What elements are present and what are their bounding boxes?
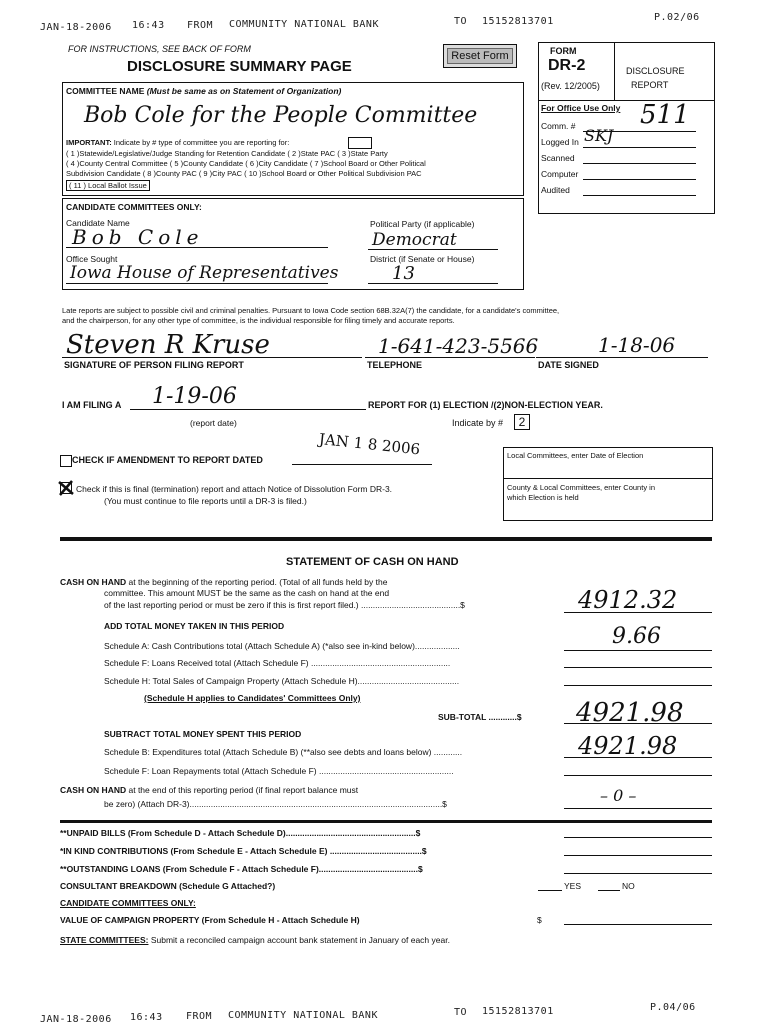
committee-type-2: ( 4 )County Central Committee ( 5 )County Candidate ( 6 )City Candidate ( 7 )School Board or Other Political	[66, 159, 426, 168]
cash-begin-text-1: at the beginning of the reporting period. (Total of all funds held by the	[128, 577, 388, 587]
form-label: FORM	[550, 46, 577, 56]
fax-footer-date: JAN-18-2006	[40, 1014, 112, 1025]
office-use-label: For Office Use Only	[541, 103, 621, 113]
cash-begin-text-2: committee. This amount MUST be the same as the cash on hand at the end	[104, 588, 390, 598]
local-county-label-1: County & Local Committees, enter County in	[507, 483, 655, 492]
schedule-b-row: Schedule B: Expenditures total (Attach Schedule B) (**also see debts and loans below) ............	[104, 747, 463, 757]
cash-end-line-1	[60, 785, 358, 795]
indicate-box[interactable]: 2	[514, 414, 530, 430]
scanned-label: Scanned	[541, 153, 575, 163]
fax-to-label: TO	[454, 16, 468, 27]
late-notice-1: Late reports are subject to possible civil and criminal penalties. Pursuant to Iowa Code section 68B.32A(7) the candidate, for a candidate's committee,	[62, 306, 560, 315]
filing-prefix: I AM FILING A	[62, 400, 122, 410]
fax-to: 15152813701	[482, 16, 554, 27]
computer-label: Computer	[541, 169, 579, 179]
local-election-date-label: Local Committees, enter Date of Election	[507, 451, 644, 460]
telephone-label: TELEPHONE	[367, 360, 423, 370]
party-label: Political Party (if applicable)	[370, 219, 475, 229]
fax-footer-time: 16:43	[130, 1012, 163, 1023]
final-report-note: (You must continue to file reports until a DR-3 is filed.)	[104, 496, 307, 506]
cash-begin-value[interactable]: 4912.32	[578, 586, 678, 614]
fax-date: JAN-18-2006	[40, 22, 112, 33]
received-stamp: JAN 1 8 2006	[318, 430, 421, 459]
amendment-checkbox[interactable]	[60, 455, 72, 467]
subtract-total-label: SUBTRACT TOTAL MONEY SPENT THIS PERIOD	[104, 729, 302, 739]
fax-page: P.02/06	[654, 12, 700, 23]
consultant-yes[interactable]: YES	[564, 881, 582, 891]
cash-begin-text-3: of the last reporting period or must be zero if this is first report filed.) ..........................................$	[104, 600, 465, 610]
checkmark-icon	[58, 480, 74, 496]
schedule-f-repayments-row: Schedule F: Loan Repayments total (Attach Schedule F) .........................................................	[104, 766, 454, 776]
fax-from: COMMUNITY NATIONAL BANK	[229, 19, 379, 30]
form-number: DR-2	[548, 57, 586, 74]
schedule-a-value[interactable]: 9.66	[612, 624, 661, 649]
indicate-label: Indicate by #	[452, 418, 504, 428]
committee-name-value[interactable]: Bob Cole for the People Committee	[84, 103, 478, 128]
office-sought-value[interactable]: Iowa House of Representatives	[70, 263, 339, 283]
cash-begin-line-1	[60, 577, 387, 587]
report-date-label: (report date)	[190, 418, 237, 428]
important-row	[66, 138, 289, 147]
amendment-label: CHECK IF AMENDMENT TO REPORT DATED	[72, 455, 263, 465]
final-report-checkbox[interactable]	[60, 482, 72, 494]
committee-type-box[interactable]	[348, 137, 372, 149]
signature-label: SIGNATURE OF PERSON FILING REPORT	[64, 360, 244, 370]
signature-value[interactable]: Steven R Kruse	[66, 330, 270, 360]
unpaid-bills-row: **UNPAID BILLS (From Schedule D - Attach Schedule D).......................................................$	[60, 828, 421, 838]
fax-footer-page: P.04/06	[650, 1002, 696, 1013]
fax-footer-from-label: FROM	[186, 1011, 213, 1022]
fax-time: 16:43	[132, 20, 165, 31]
logged-label: Logged In	[541, 137, 579, 147]
cash-end-label: CASH ON HAND	[60, 785, 127, 795]
report-for-label: REPORT FOR (1) ELECTION /(2)NON-ELECTION YEAR.	[368, 400, 603, 410]
campaign-property-dollar: $	[537, 915, 542, 925]
candidate-name-label: Candidate Name	[66, 218, 130, 228]
late-notice-2: and the chairperson, for any other type of committee, is the individual responsible for filing timely and accurate reports.	[62, 316, 455, 325]
committee-name-label-row	[66, 86, 341, 96]
schedule-f-loans-row: Schedule F: Loans Received total (Attach Schedule F) ...........................................................	[104, 658, 451, 668]
campaign-property-row: VALUE OF CAMPAIGN PROPERTY (From Schedule H - Attach Schedule H)	[60, 915, 360, 925]
state-committees-row	[60, 935, 450, 945]
committee-name-label: COMMITTEE NAME	[66, 86, 145, 96]
section-divider	[60, 537, 712, 541]
schedule-h-row: Schedule H: Total Sales of Campaign Property (Attach Schedule H)...........................................	[104, 676, 460, 686]
committee-name-note: (Must be same as on Statement of Organization)	[146, 86, 342, 96]
state-committees-text: Submit a reconciled campaign account bank statement in January of each year.	[150, 935, 450, 945]
form-revision: (Rev. 12/2005)	[541, 81, 600, 91]
report-label: REPORT	[631, 80, 669, 90]
reset-form-button[interactable]: Reset Form	[447, 48, 513, 64]
important-text: Indicate by # type of committee you are reporting for:	[113, 138, 290, 147]
schedule-h-note: (Schedule H applies to Candidates' Committees Only)	[144, 693, 361, 703]
party-value[interactable]: Democrat	[372, 230, 457, 250]
office-use-number: 511	[640, 100, 690, 130]
consultant-row: CONSULTANT BREAKDOWN (Schedule G Attached?)	[60, 881, 276, 891]
outstanding-loans-row: **OUTSTANDING LOANS (From Schedule F - Attach Schedule F)..........................................$	[60, 864, 423, 874]
final-report-label: Check if this is final (termination) report and attach Notice of Dissolution Form DR-3.	[76, 484, 393, 494]
committee-type-3: Subdivision Candidate ( 8 )County PAC ( 9 )City PAC ( 10 )School Board or Other Political Subdivision PAC	[66, 169, 422, 178]
cash-end-value[interactable]: – 0 –	[600, 786, 637, 805]
logged-initials: SKJ	[584, 126, 614, 145]
fax-footer-from: COMMUNITY NATIONAL BANK	[228, 1010, 378, 1021]
cash-end-text-1: at the end of this reporting period (if final report balance must	[128, 785, 359, 795]
page-title: DISCLOSURE SUMMARY PAGE	[127, 58, 352, 75]
schedule-b-value[interactable]: 4921.98	[578, 732, 678, 760]
schedule-a-row: Schedule A: Cash Contributions total (Attach Schedule A) (*also see in-kind below)...................	[104, 641, 460, 651]
candidate-section-label: CANDIDATE COMMITTEES ONLY:	[66, 202, 202, 212]
date-signed-label: DATE SIGNED	[538, 360, 599, 370]
cash-end-text-2: be zero) (Attach DR-3)...........................................................................................................$	[104, 799, 447, 809]
subtotal-label: SUB-TOTAL ............$	[438, 712, 522, 722]
subtotal-value[interactable]: 4921.98	[576, 698, 684, 728]
telephone-value[interactable]: 1-641-423-5566	[378, 334, 539, 358]
candidate-only-label: CANDIDATE COMMITTEES ONLY:	[60, 898, 196, 908]
state-committees-label: STATE COMMITTEES:	[60, 935, 149, 945]
instructions-note: FOR INSTRUCTIONS, SEE BACK OF FORM	[68, 44, 251, 54]
committee-type-1: ( 1 )Statewide/Legislative/Judge Standing for Retention Candidate ( 2 )State PAC ( 3 )State Party	[66, 149, 388, 158]
committee-type-4: ( 11 ) Local Ballot Issue	[66, 180, 150, 191]
fax-footer-to: 15152813701	[482, 1006, 554, 1017]
cash-begin-label: CASH ON HAND	[60, 577, 127, 587]
district-label: District (if Senate or House)	[370, 254, 475, 264]
filing-date-value[interactable]: 1-19-06	[152, 384, 237, 409]
comm-label: Comm. #	[541, 121, 576, 131]
in-kind-row: *IN KIND CONTRIBUTIONS (From Schedule E - Attach Schedule E) .......................................$	[60, 846, 427, 856]
date-signed-value[interactable]: 1-18-06	[598, 333, 676, 357]
section-divider-2	[60, 820, 712, 823]
statement-title: STATEMENT OF CASH ON HAND	[286, 556, 459, 568]
local-county-label-2: which Election is held	[507, 493, 579, 502]
fax-from-label: FROM	[187, 20, 214, 31]
add-total-label: ADD TOTAL MONEY TAKEN IN THIS PERIOD	[104, 621, 285, 631]
disclosure-label: DISCLOSURE	[626, 66, 685, 76]
audited-label: Audited	[541, 185, 570, 195]
consultant-no[interactable]: NO	[622, 881, 635, 891]
district-value[interactable]: 13	[392, 263, 415, 284]
important-label: IMPORTANT:	[66, 138, 112, 147]
office-sought-label: Office Sought	[66, 254, 118, 264]
reset-form-button-frame[interactable]	[443, 44, 517, 68]
fax-footer-to-label: TO	[454, 1007, 468, 1018]
candidate-name-value[interactable]: Bob Cole	[72, 225, 204, 249]
